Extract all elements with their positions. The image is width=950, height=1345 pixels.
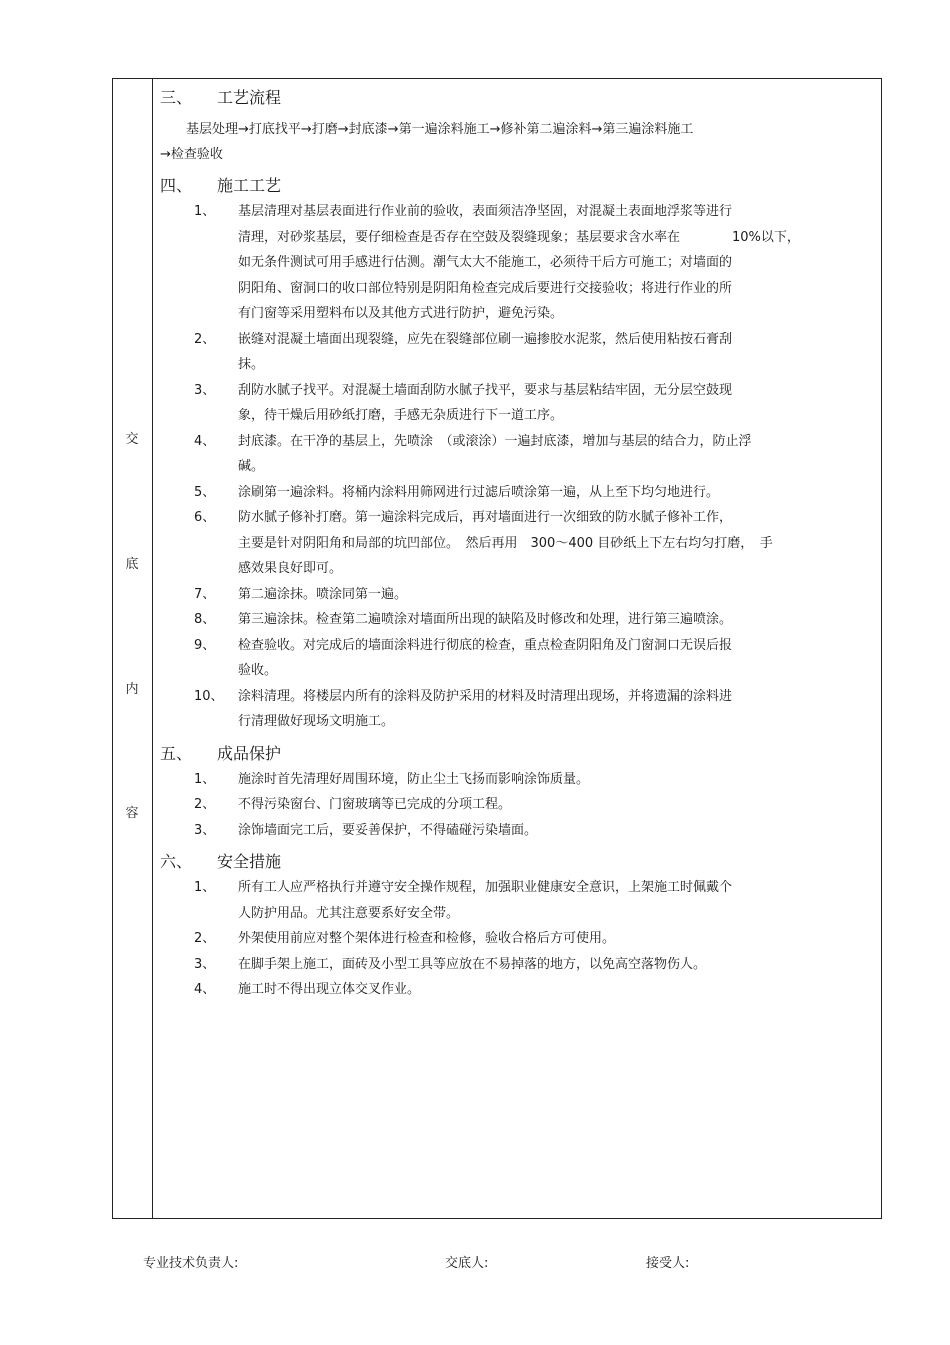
list-item-line: 象，待干燥后用砂纸打磨，手感无杂质进行下一道工序。 <box>238 408 564 423</box>
paragraph-line: →检查验收 <box>160 147 223 162</box>
section-paragraph <box>160 117 880 167</box>
list-item-line: 所有工人应严格执行并遵守安全操作规程，加强职业健康安全意识，上架施工时佩戴个 <box>238 880 733 895</box>
list-item-number: 2、 <box>194 331 216 347</box>
list-item-line: 外架使用前应对整个架体进行检查和检修，验收合格后方可使用。 <box>238 931 616 946</box>
list-item <box>160 684 880 735</box>
list-item-text <box>238 199 878 327</box>
list-item-text <box>238 818 878 844</box>
list-item-number: 2、 <box>194 797 216 812</box>
footer-receiver: 接受人: <box>646 1256 690 1271</box>
list-item-line: 人防护用品。尤其注意要系好安全带。 <box>238 905 460 921</box>
list-item-number: 1、 <box>194 880 216 895</box>
list-item <box>160 875 880 926</box>
list-item-text <box>238 429 878 480</box>
section-heading <box>160 172 880 199</box>
section-number: 六、 <box>160 852 193 871</box>
paragraph-line: 基层处理→打底找平→打磨→封底漆→第一遍涂料施工→修补第二遍涂料→第三遍涂料施工 <box>160 122 694 137</box>
list-item-number: 4、 <box>194 982 216 997</box>
list-item-line: 行清理做好现场文明施工。 <box>238 714 395 729</box>
column-divider <box>152 78 153 1219</box>
list-item-text <box>238 327 878 378</box>
list-item <box>160 378 880 429</box>
list-item <box>160 633 880 684</box>
list-item <box>160 977 880 1003</box>
list-item-line: 阴阳角、窗洞口的收口部位特别是阴阳角检查完成后要进行交接验收；将进行作业的所 <box>238 280 733 296</box>
list-item <box>160 952 880 978</box>
list-item-line: 防水腻子修补打磨。第一遍涂料完成后，再对墙面进行一次细致的防水腻子修补工作， <box>238 510 733 525</box>
list-item-line: 封底漆。在干净的基层上，先喷涂 （或滚涂）一遍封底漆，增加与基层的结合力，防止浮 <box>238 433 752 449</box>
list-item <box>160 926 880 952</box>
list-item <box>160 582 880 608</box>
list-item-line: 主要是针对阴阳角和局部的坑凹部位。 然后再用 300～400 目砂纸上下左右均匀打磨， 手 <box>238 535 773 551</box>
list-item-line: 基层清理对基层表面进行作业前的验收，表面须洁净坚固，对混凝土表面地浮浆等进行 <box>238 204 733 219</box>
list-item-text <box>238 792 878 818</box>
list-item-line: 涂料清理。将楼层内所有的涂料及防护采用的材料及时清理出现场，并将遗漏的涂料进 <box>238 688 733 704</box>
list-item-text <box>238 952 878 978</box>
list-item-line: 碱。 <box>238 459 265 474</box>
side-label-char-3: 内 <box>125 682 139 697</box>
list-item-text <box>238 875 878 926</box>
list-item-line: 涂饰墙面完工后，要妥善保护，不得磕碰污染墙面。 <box>238 822 538 838</box>
section-number: 五、 <box>160 743 193 763</box>
list-item-number: 3、 <box>194 956 216 972</box>
list-item-number: 8、 <box>194 612 216 627</box>
list-item-line: 验收。 <box>238 663 278 678</box>
section-heading <box>160 848 880 875</box>
side-label-char-4: 容 <box>125 806 139 821</box>
section-number: 四、 <box>160 176 193 195</box>
section <box>160 848 880 1003</box>
list-item-number: 9、 <box>194 637 216 653</box>
list-item-number: 4、 <box>194 433 216 449</box>
list-item-text <box>238 378 878 429</box>
list-item-number: 1、 <box>194 204 216 219</box>
list-item-line: 不得污染窗台、门窗玻璃等已完成的分项工程。 <box>238 797 512 812</box>
list-item-text <box>238 926 878 952</box>
list-item-line: 检查验收。对完成后的墙面涂料进行彻底的检查，重点检查阴阳角及门窗洞口无误后报 <box>238 637 733 653</box>
footer-tech-lead: 专业技术负责人: <box>143 1256 239 1271</box>
list-item <box>160 767 880 793</box>
list-item <box>160 818 880 844</box>
list-item-line: 第二遍涂抹。喷涂同第一遍。 <box>238 586 408 602</box>
list-item-number: 3、 <box>194 822 216 838</box>
list-item-line: 清理，对砂浆基层，要仔细检查是否存在空鼓及裂缝现象；基层要求含水率在 10%以下， <box>238 229 800 245</box>
section <box>160 172 880 735</box>
list-item <box>160 429 880 480</box>
list-item-line: 有门窗等采用塑料布以及其他方式进行防护，避免污染。 <box>238 306 564 321</box>
list-item-text <box>238 607 878 633</box>
section-heading <box>160 84 880 111</box>
list-item <box>160 505 880 582</box>
list-item <box>160 792 880 818</box>
section-title: 施工工艺 <box>217 176 282 195</box>
document-content <box>160 84 880 1003</box>
list-item-line: 嵌缝对混凝土墙面出现裂缝，应先在裂缝部位刷一遍掺胶水泥浆，然后使用粘按石膏刮 <box>238 331 733 347</box>
list-item-line: 感效果良好即可。 <box>238 561 343 576</box>
list-item-number: 3、 <box>194 382 216 398</box>
list-item-line: 施涂时首先清理好周围环境，防止尘土飞扬而影响涂饰质量。 <box>238 771 590 787</box>
list-item-number: 6、 <box>194 510 216 525</box>
list-item-text <box>238 767 878 793</box>
section-title: 成品保护 <box>217 743 282 763</box>
list-item-line: 抹。 <box>238 357 265 372</box>
list-item-text <box>238 582 878 608</box>
footer-presenter: 交底人: <box>445 1256 489 1271</box>
list-item-line: 施工时不得出现立体交叉作业。 <box>238 982 421 997</box>
list-item-line: 第三遍涂抹。检查第二遍喷涂对墙面所出现的缺陷及时修改和处理，进行第三遍喷涂。 <box>238 612 733 627</box>
list-item-text <box>238 684 878 735</box>
section-heading <box>160 740 880 767</box>
list-item <box>160 327 880 378</box>
list-item-line: 在脚手架上施工，面砖及小型工具等应放在不易掉落的地方，以免高空落物伤人。 <box>238 956 707 972</box>
section <box>160 84 880 167</box>
list-item <box>160 607 880 633</box>
section-title: 安全措施 <box>217 852 282 871</box>
section <box>160 740 880 844</box>
list-item-text <box>238 977 878 1003</box>
list-item-line: 如无条件测试可用手感进行估测。潮气太大不能施工，必须待干后方可施工；对墙面的 <box>238 255 733 270</box>
list-item-number: 2、 <box>194 931 216 946</box>
side-label-char-2: 底 <box>125 557 139 572</box>
list-item-number: 1、 <box>194 771 216 787</box>
list-item-line: 刮防水腻子找平。对混凝土墙面刮防水腻子找平，要求与基层粘结牢固，无分层空鼓现 <box>238 382 733 398</box>
side-label-char-1: 交 <box>125 432 139 447</box>
section-number: 三、 <box>160 88 193 107</box>
list-item-text <box>238 633 878 684</box>
section-title: 工艺流程 <box>217 88 282 107</box>
list-item-number: 5、 <box>194 484 216 500</box>
list-item-line: 涂刷第一遍涂料。将桶内涂料用筛网进行过滤后喷涂第一遍，从上至下均匀地进行。 <box>238 484 720 500</box>
list-item-text <box>238 480 878 506</box>
list-item-number: 7、 <box>194 586 216 602</box>
list-item-number: 10、 <box>194 688 224 704</box>
list-item-text <box>238 505 878 582</box>
list-item <box>160 480 880 506</box>
list-item <box>160 199 880 327</box>
